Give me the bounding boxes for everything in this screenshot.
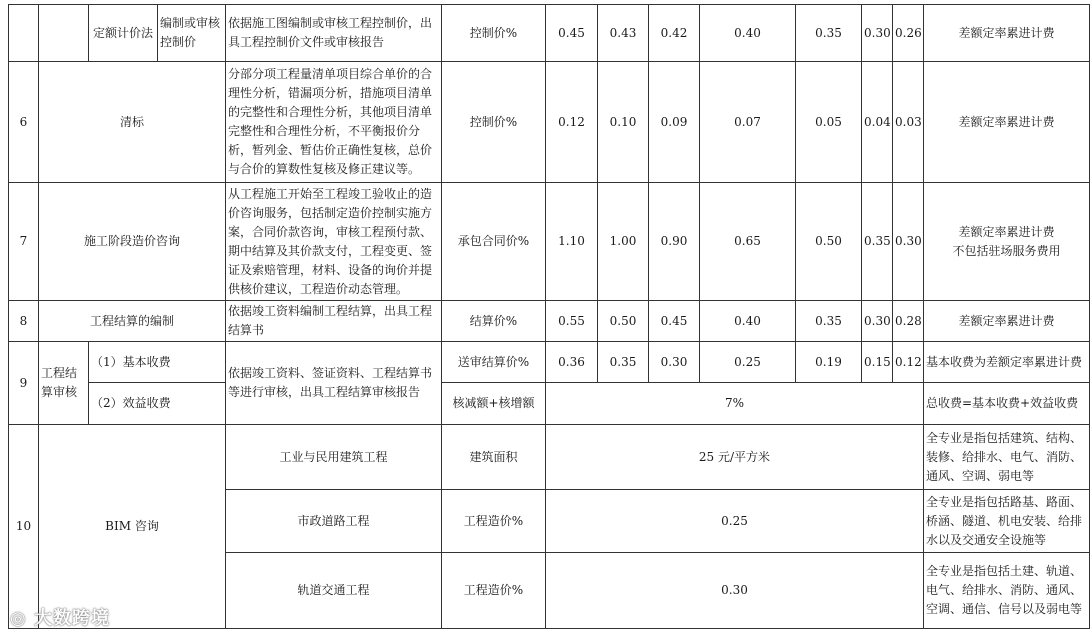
rate-cell: 0.04 [862, 62, 893, 183]
table-row [9, 183, 1090, 301]
fee-schedule-table [8, 4, 1090, 629]
table-row [9, 62, 1090, 183]
row-number-cell: 9 [9, 342, 39, 425]
description-cell: 依据竣工资料编制工程结算，出具工程结算书 [226, 301, 442, 342]
table-row [9, 383, 1090, 425]
watermark-icon: ◎ [10, 608, 27, 629]
note-cell: 差额定率累进计费 [924, 62, 1090, 183]
note-cell: 全专业是指包括路基、路面、桥涵、隧道、机电安装、给排水以及交通安全设施等 [924, 490, 1090, 553]
fee-base-cell: 工程造价% [442, 553, 546, 629]
sub-item-cell: （2）效益收费 [89, 383, 226, 425]
row-name-cell: 工程结算的编制 [39, 301, 226, 342]
row-number-cell: 8 [9, 301, 39, 342]
fee-base-cell: 核减额+核增额 [442, 383, 546, 425]
fee-base-cell: 送审结算价% [442, 342, 546, 383]
row-name-cell [39, 5, 89, 62]
rate-cell: 0.07 [700, 62, 796, 183]
table-row [9, 5, 1090, 62]
table-row [9, 425, 1090, 490]
row-name-cell: 清标 [39, 62, 226, 183]
project-type-cell: 工业与民用建筑工程 [226, 425, 442, 490]
note-cell: 差额定率累进计费 [924, 301, 1090, 342]
table-row [9, 301, 1090, 342]
rate-cell: 0.30 [862, 5, 893, 62]
rate-cell: 0.35 [796, 301, 862, 342]
row-number-cell: 10 [9, 425, 39, 629]
description-cell: 依据施工图编制或审核工程控制价，出具工程控制价文件或审核报告 [226, 5, 442, 62]
rate-cell: 0.30 [893, 183, 924, 301]
rate-cell: 0.35 [598, 342, 649, 383]
rate-cell: 0.30 [649, 342, 700, 383]
note-cell: 总收费=基本收费+效益收费 [924, 383, 1090, 425]
note-cell [924, 183, 1090, 301]
rate-cell: 0.45 [649, 301, 700, 342]
rate-cell: 0.03 [893, 62, 924, 183]
rate-cell: 0.30 [862, 301, 893, 342]
rate-cell: 25 元/平方米 [546, 425, 924, 490]
table-row [9, 342, 1090, 383]
fee-base-cell: 承包合同价% [442, 183, 546, 301]
description-cell: 从工程施工开始至工程竣工验收止的造价咨询服务，包括制定造价控制实施方案，合同价款咨询，审核工程预付款、期中结算及其价款支付，工程变更、签证及索赔管理，材料、设备的询价并提供核价建议，工程造价动态管理。 [226, 183, 442, 301]
rate-cell: 0.15 [862, 342, 893, 383]
row-number-cell [9, 5, 39, 62]
rate-cell: 0.90 [649, 183, 700, 301]
rate-cell: 0.50 [598, 301, 649, 342]
rate-cell: 0.45 [546, 5, 598, 62]
project-type-cell: 市政道路工程 [226, 490, 442, 553]
fee-base-cell: 控制价% [442, 62, 546, 183]
rate-cell: 0.30 [546, 553, 924, 629]
rate-cell: 0.12 [893, 342, 924, 383]
project-type-cell: 轨道交通工程 [226, 553, 442, 629]
rate-cell: 0.43 [598, 5, 649, 62]
rate-cell: 0.35 [862, 183, 893, 301]
rate-cell: 1.00 [598, 183, 649, 301]
row-number-cell: 7 [9, 183, 39, 301]
description-cell: 依据竣工资料、签证资料、工程结算书等进行审核，出具工程结算审核报告 [226, 342, 442, 425]
rate-cell: 0.05 [796, 62, 862, 183]
note-line: 不包括驻场服务费用 [952, 243, 1061, 258]
note-cell: 差额定率累进计费 [924, 5, 1090, 62]
fee-base-cell: 工程造价% [442, 490, 546, 553]
rate-cell: 0.50 [796, 183, 862, 301]
fee-base-cell: 结算价% [442, 301, 546, 342]
row-number-cell: 6 [9, 62, 39, 183]
sub-item-cell: （1）基本收费 [89, 342, 226, 383]
rate-cell: 0.10 [598, 62, 649, 183]
rate-cell: 0.26 [893, 5, 924, 62]
rate-cell: 7% [546, 383, 924, 425]
rate-cell: 0.25 [546, 490, 924, 553]
rate-cell: 0.09 [649, 62, 700, 183]
watermark-text: 大数跨境 [34, 608, 110, 629]
rate-cell: 0.55 [546, 301, 598, 342]
watermark-logo [10, 604, 110, 630]
rate-cell: 0.19 [796, 342, 862, 383]
note-cell: 全专业是指包括建筑、结构、装修、给排水、电气、消防、通风、空调、弱电等 [924, 425, 1090, 490]
row-name-cell: 施工阶段造价咨询 [39, 183, 226, 301]
row-name-cell: BIM 咨询 [39, 425, 226, 629]
fee-base-cell: 建筑面积 [442, 425, 546, 490]
method-cell: 定额计价法 [89, 5, 158, 62]
description-cell: 分部分项工程量清单项目综合单价的合理性分析，错漏项分析，措施项目清单的完整性和合理性分析，其他项目清单完整性和合理性分析，不平衡报价分析，暂列金、暂估价正确性复核，总价与合价的算数性复核及修正建议等。 [226, 62, 442, 183]
rate-cell: 0.12 [546, 62, 598, 183]
fee-base-cell: 控制价% [442, 5, 546, 62]
rate-cell: 0.28 [893, 301, 924, 342]
note-cell: 全专业是指包括土建、轨道、电气、给排水、消防、通风、空调、通信、信号以及弱电等 [924, 553, 1090, 629]
row-name-cell: 工程结算审核 [39, 342, 89, 425]
rate-cell: 0.42 [649, 5, 700, 62]
sub-item-cell: 编制或审核控制价 [158, 5, 226, 62]
rate-cell: 0.40 [700, 301, 796, 342]
note-line: 差额定率累进计费 [958, 224, 1055, 239]
note-cell: 基本收费为差额定率累进计费 [924, 342, 1090, 383]
rate-cell: 0.36 [546, 342, 598, 383]
rate-cell: 0.35 [796, 5, 862, 62]
rate-cell: 0.25 [700, 342, 796, 383]
rate-cell: 0.65 [700, 183, 796, 301]
rate-cell: 0.40 [700, 5, 796, 62]
rate-cell: 1.10 [546, 183, 598, 301]
